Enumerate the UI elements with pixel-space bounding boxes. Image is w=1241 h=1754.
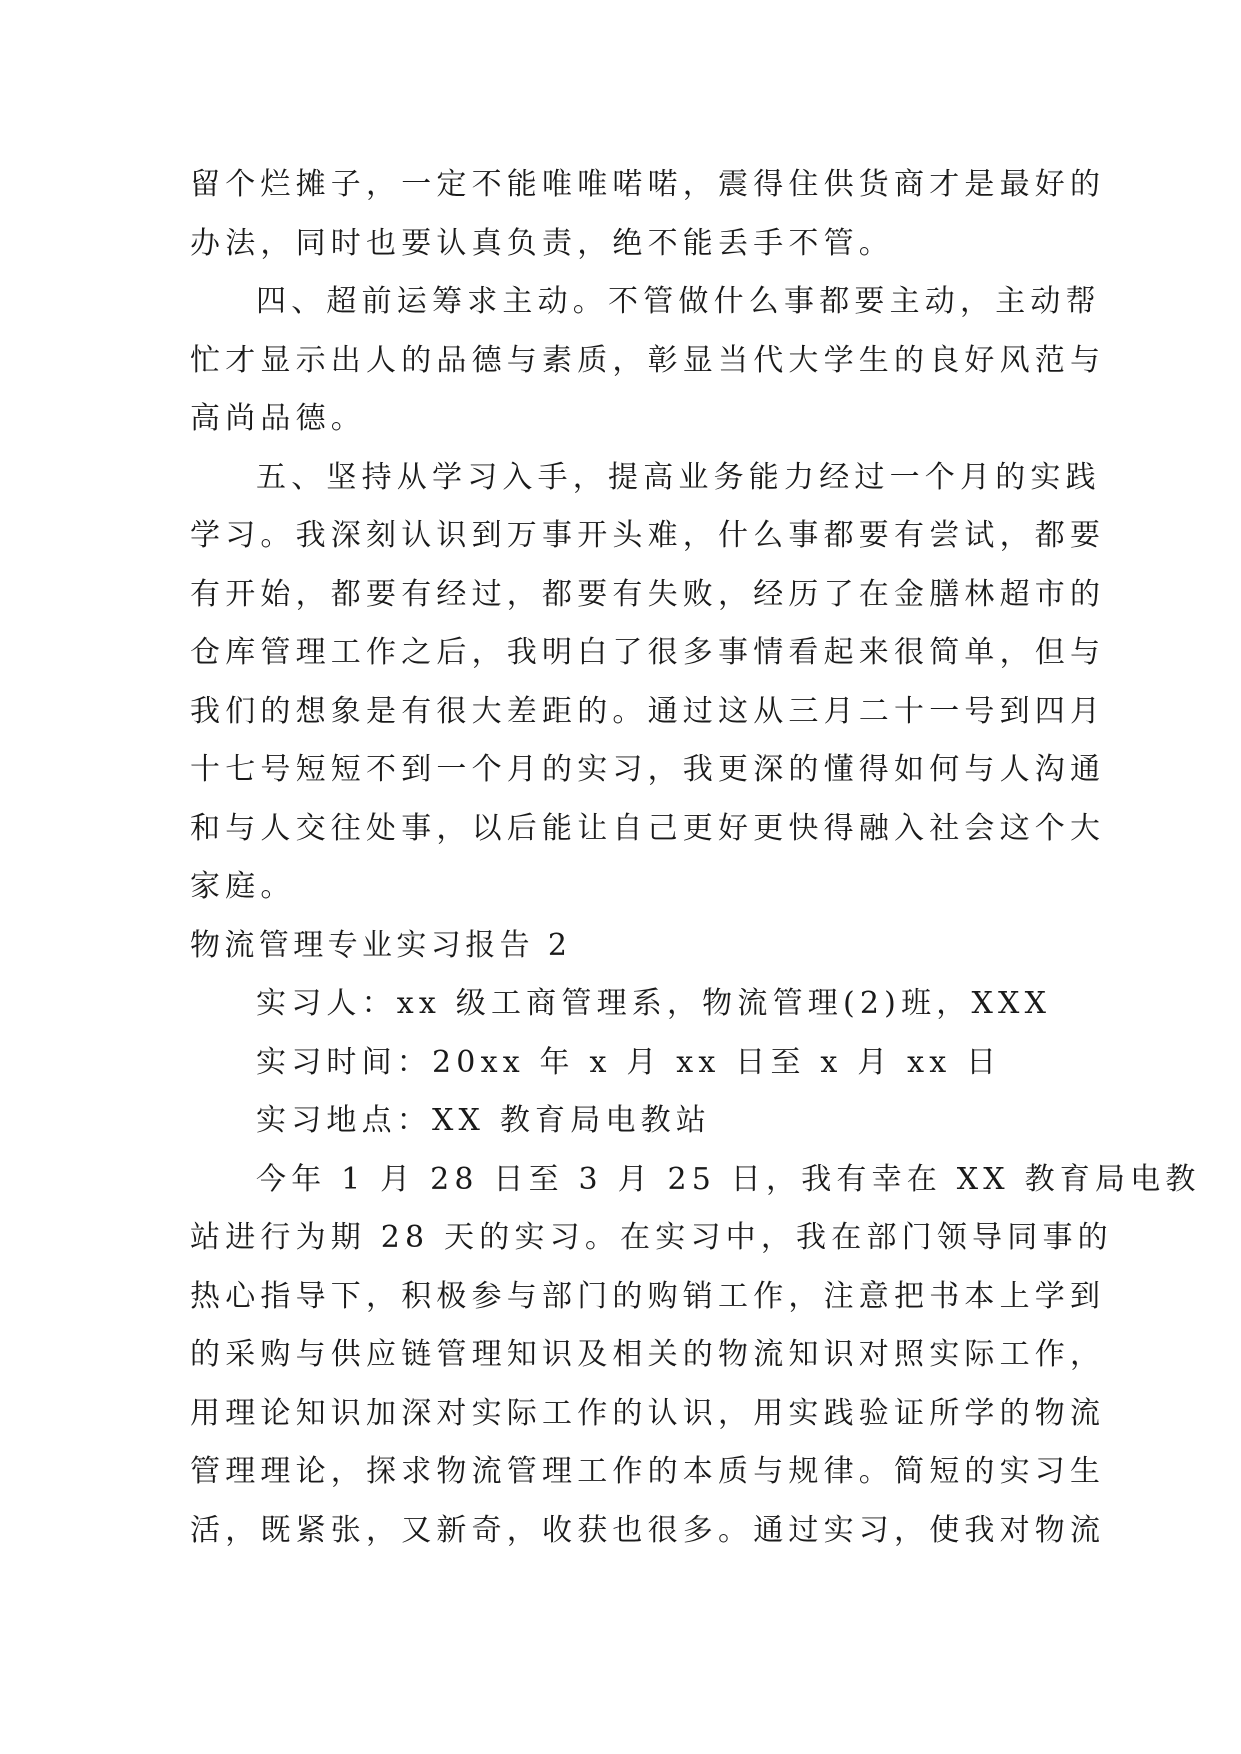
paragraph-line: 和与人交往处事，以后能让自己更好更快得融入社会这个大 [190,810,1106,846]
paragraph-line: 留个烂摊子，一定不能唯唯喏喏，震得住供货商才是最好的 [190,167,1106,202]
paragraph-line: 十七号短短不到一个月的实习，我更深的懂得如何与人沟通 [190,752,1106,787]
paragraph-line: 活，既紧张，又新奇，收获也很多。通过实习，使我对物流 [190,1512,1106,1548]
paragraph-line: 站进行为期 28 天的实习。在实习中，我在部门领导同事的 [190,1220,1113,1255]
paragraph-line: 学习。我深刻认识到万事开头难，什么事都要有尝试，都要 [190,518,1106,553]
paragraph-line: 五、坚持从学习入手，提高业务能力经过一个月的实践 [256,459,1101,495]
paragraph-line: 家庭。 [190,869,296,904]
paragraph-line: 高尚品德。 [190,401,366,436]
paragraph-line: 今年 1 月 28 日至 3 月 25 日，我有幸在 XX 教育局电教 [256,1161,1201,1197]
paragraph-line: 有开始，都要有经过，都要有失败，经历了在金膳林超市的 [190,576,1106,612]
paragraph-line: 四、超前运筹求主动。不管做什么事都要主动，主动帮 [256,284,1101,319]
section-heading: 物流管理专业实习报告 2 [190,927,572,963]
info-line: 实习人：xx 级工商管理系，物流管理(2)班，XXX [256,986,1052,1021]
paragraph-line: 的采购与供应链管理知识及相关的物流知识对照实际工作， [190,1337,1106,1372]
paragraph-line: 忙才显示出人的品德与素质，彰显当代大学生的良好风范与 [190,342,1106,378]
paragraph-line: 热心指导下，积极参与部门的购销工作，注意把书本上学到 [190,1278,1106,1314]
info-line: 实习地点：XX 教育局电教站 [256,1103,712,1138]
info-line: 实习时间：20xx 年 x 月 xx 日至 x 月 xx 日 [256,1044,1002,1080]
paragraph-line: 管理理论，探求物流管理工作的本质与规律。简短的实习生 [190,1454,1106,1489]
document-body [190,156,1201,1560]
paragraph-line: 办法，同时也要认真负责，绝不能丢手不管。 [190,225,894,261]
paragraph-line: 仓库管理工作之后，我明白了很多事情看起来很简单，但与 [190,635,1106,670]
paragraph-line: 用理论知识加深对实际工作的认识，用实践验证所学的物流 [190,1395,1106,1431]
paragraph-line: 我们的想象是有很大差距的。通过这从三月二十一号到四月 [190,693,1106,729]
